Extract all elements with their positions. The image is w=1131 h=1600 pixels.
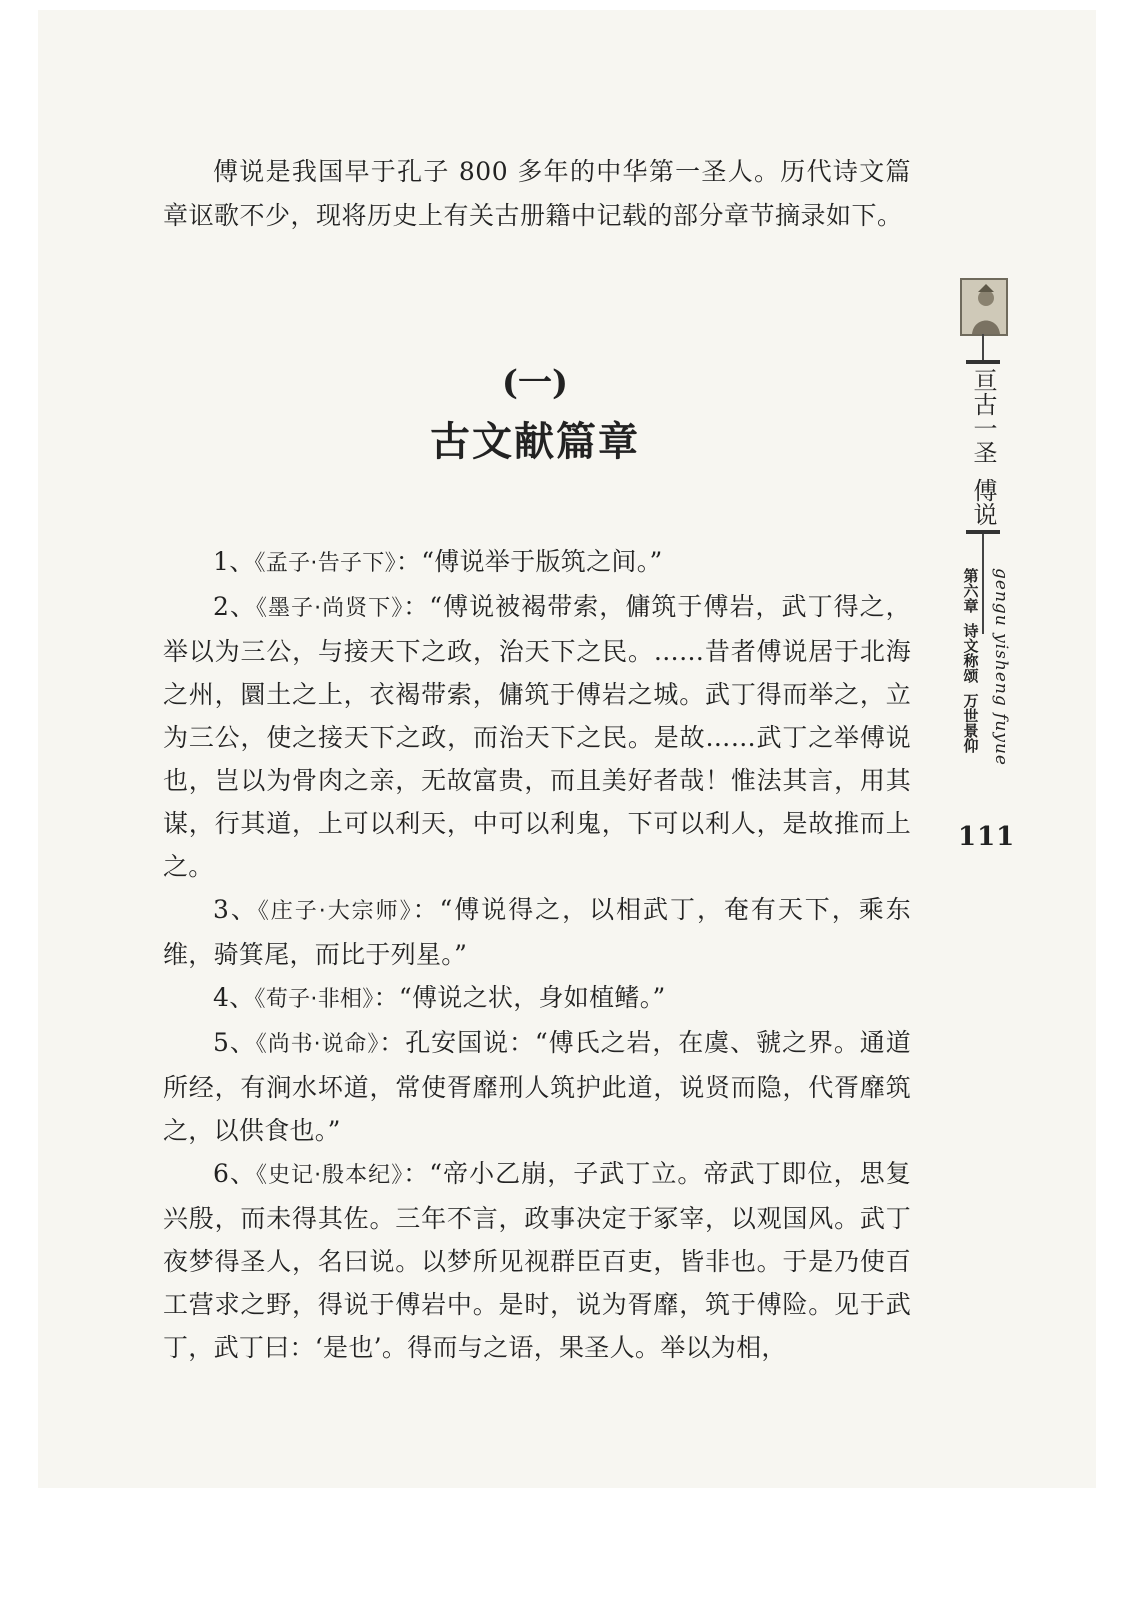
entry-text: ：“傅说之状，身如植鳍。” (373, 983, 666, 1012)
entry-book: 《墨子·尚贤下》 (255, 596, 404, 621)
entry-1 (163, 540, 911, 585)
entry-book: 《尚书·说命》 (255, 1032, 380, 1057)
entry-book: 《史记·殷本纪》 (255, 1163, 404, 1188)
entry-3 (163, 888, 911, 976)
book-title-vertical (966, 360, 1000, 534)
entry-book: 《孟子·告子下》 (254, 551, 396, 576)
entry-text: ：“傅说举于版筑之间。” (395, 547, 663, 576)
entry-text: ：“傅说得之，以相武丁，奄有天下，乘东维，骑箕尾，而比于列星。” (163, 895, 911, 969)
entry-5 (163, 1021, 911, 1152)
intro-paragraph (163, 150, 911, 238)
entry-2 (163, 585, 911, 888)
entry-number: 5、 (213, 1028, 256, 1057)
page-number: 111 (958, 822, 1016, 852)
section-number: (一) (501, 363, 569, 403)
entry-text: ：“傅说被褐带索，傭筑于傅岩，武丁得之，举以为三公，与接天下之政，治天下之民。……昔者傅说居于北海之州，圜土之上，衣褐带索，傭筑于傅岩之城。武丁得而举之，立为三公，使之接天下之政，而治天下之民。是故……武丁之举傅说也，岂以为骨肉之亲，无故富贵，而且美好者哉！惟法其言，用其谋，行其道，上可以利天，中可以利鬼，下可以利人，是故推而上之。 (163, 592, 911, 881)
chapter-heading-vertical (960, 568, 980, 753)
entry-text: ：“帝小乙崩，子武丁立。帝武丁即位，思复兴殷，而未得其佐。三年不言，政事决定于冢宰，以观国风。武丁夜梦得圣人，名曰说。以梦所见视群臣百吏，皆非也。于是乃使百工营求之野，得说于傅岩中。是时，说为胥靡，筑于傅险。见于武丁，武丁曰：‘是也’。得而与之语，果圣人。举以为相， (163, 1159, 911, 1362)
entry-number: 6、 (213, 1159, 256, 1188)
intro-text: 傅说是我国早于孔子 800 多年的中华第一圣人。历代诗文篇章讴歌不少，现将历史上有关古册籍中记载的部分章节摘录如下。 (163, 157, 911, 230)
entry-number: 3、 (213, 895, 258, 924)
entry-book: 《荀子·非相》 (254, 987, 374, 1012)
book-title-a: 亘古一圣 (969, 368, 997, 464)
portrait-image (960, 278, 1008, 336)
entry-4 (163, 976, 911, 1021)
entry-6 (163, 1152, 911, 1369)
entry-number: 1、 (213, 547, 255, 576)
book-title-b: 傅说 (969, 478, 997, 526)
chapter-c: 万世景仰 (961, 693, 980, 753)
entries-list (163, 540, 911, 1369)
portrait-icon (962, 280, 1006, 334)
book-title-pinyin: gengu yisheng fuyue (991, 568, 1011, 766)
chapter-b: 诗文称颂 (961, 623, 980, 683)
entry-number: 4、 (213, 983, 255, 1012)
entry-text: ：孔安国说：“傅氏之岩，在虞、虢之界。通道所经，有涧水坏道，常使胥靡刑人筑护此道，说贤而隐，代胥靡筑之，以供食也。” (163, 1028, 911, 1145)
section-title: 古文献篇章 (430, 418, 640, 465)
entry-number: 2、 (213, 592, 256, 621)
entry-book: 《庄子·大宗师》 (257, 899, 413, 924)
chapter-a: 第六章 (961, 568, 980, 613)
